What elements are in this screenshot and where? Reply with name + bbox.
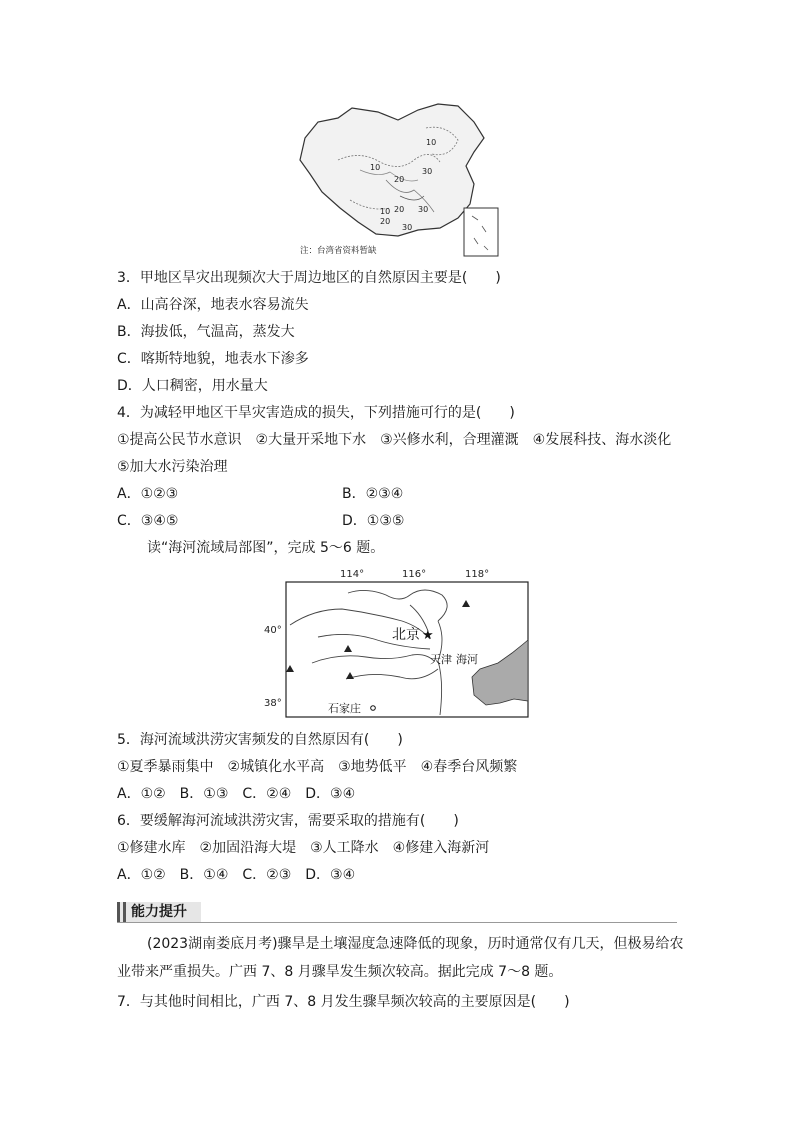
map-note: 注：台湾省资料暂缺 [300,246,377,256]
q5-items: ①夏季暴雨集中 ②城镇化水平高 ③地势低平 ④春季台风频繁 [117,759,518,775]
q5-options: A．①② B．①③ C．②④ D．③④ [117,786,356,802]
haihe-label: 海河 [456,653,478,666]
section-divider [117,922,677,923]
south-china-sea-inset [464,208,498,256]
beijing-star-icon: ★ [422,628,434,643]
q4-option-c: C．③④⑤ [117,513,179,529]
section-header [117,902,201,922]
map1-label: 30 [422,167,433,176]
q56-intro: 读“海河流域局部图”，完成 5～6 题。 [147,540,385,556]
beijing-label: 北京 [392,627,420,643]
map1-label: 20 [394,205,405,214]
q4-items-2: ⑤加大水污染治理 [117,459,228,475]
map1-label: 20 [380,217,391,226]
q78-intro-line1: (2023湖南娄底月考)骤旱是土壤湿度急速降低的现象，历时通常仅有几天，但极易给农 [147,936,684,952]
lon-label: 118° [465,569,490,580]
q4-stem: 4．为减轻甲地区干旱灾害造成的损失，下列措施可行的是( ) [117,405,515,421]
q4-option-b: B．②③④ [342,486,404,502]
q6-options: A．①② B．①④ C．②③ D．③④ [117,867,356,883]
section-title: 能力提升 [131,904,187,920]
map1-label: 10 [426,138,437,147]
q3-stem: 3．甲地区旱灾出现频次大于周边地区的自然原因主要是( ) [117,270,501,286]
q3-option-b: B．海拔低，气温高，蒸发大 [117,324,295,340]
shijiazhuang-label: 石家庄 [328,702,361,715]
lon-label: 116° [402,569,427,580]
q7-stem: 7．与其他时间相比，广西 7、8 月发生骤旱频次较高的主要原因是( ) [117,994,570,1010]
q4-option-d: D．①③⑤ [342,513,405,529]
map1-label: 10 [380,207,391,216]
lat-label: 40° [264,625,282,636]
china-drought-map [290,100,505,260]
map1-label: 30 [402,223,413,232]
q3-option-a: A．山高谷深，地表水容易流失 [117,297,309,313]
haihe-basin-map [262,565,532,720]
q3-option-c: C．喀斯特地貌，地表水下渗多 [117,351,309,367]
q4-option-a: A．①②③ [117,486,179,502]
map1-label: 30 [418,205,429,214]
tianjin-label: 天津 [430,653,452,666]
q6-items: ①修建水库 ②加固沿海大堤 ③人工降水 ④修建入海新河 [117,840,490,856]
q3-option-d: D．人口稠密，用水量大 [117,378,268,394]
q6-stem: 6．要缓解海河流域洪涝灾害，需要采取的措施有( ) [117,813,459,829]
q5-stem: 5．海河流域洪涝灾害频发的自然原因有( ) [117,732,403,748]
q4-items: ①提高公民节水意识 ②大量开采地下水 ③兴修水利，合理灌溉 ④发展科技、海水淡化 [117,432,672,448]
lon-label: 114° [340,569,365,580]
q78-intro-line2: 业带来严重损失。广西 7、8 月骤旱发生频次较高。据此完成 7～8 题。 [117,964,563,980]
lat-label: 38° [264,698,282,709]
map1-label: 10 [370,163,381,172]
map1-label: 20 [394,175,405,184]
